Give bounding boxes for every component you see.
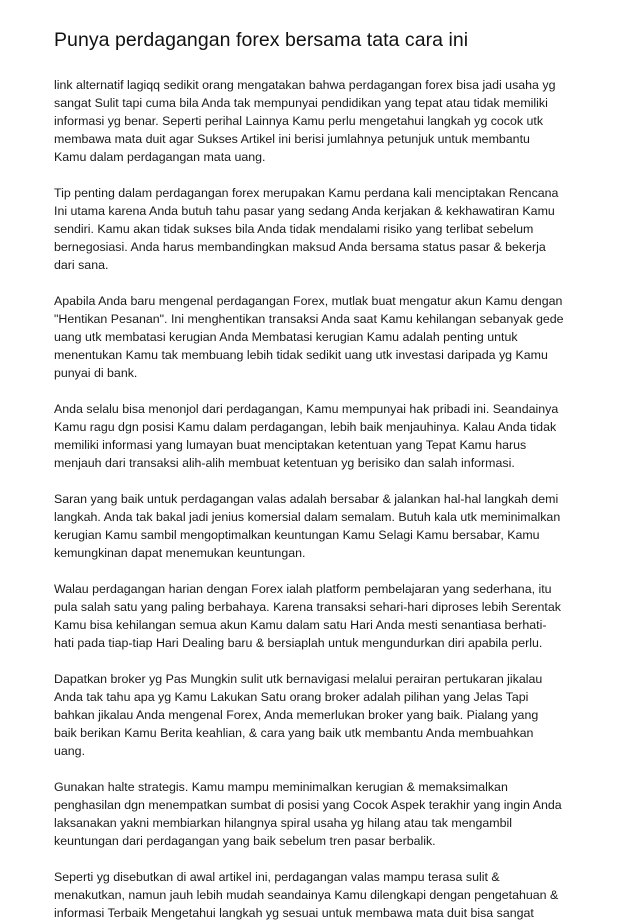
paragraph-line: keuntungan dari perdagangan yang baik sebelum tren pasar berbalik.	[54, 834, 436, 848]
paragraph-line: bernegosiasi. Anda harus membandingkan maksud Anda bersama status pasar & bekerja	[54, 240, 546, 254]
paragraph	[54, 292, 584, 382]
paragraph-line: Walau perdagangan harian dengan Forex ialah platform pembelajaran yang sederhana, itu	[54, 582, 552, 596]
paragraph-line: memiliki informasi yang lumayan buat menciptakan ketentuan yang Tepat Kamu harus	[54, 438, 527, 452]
paragraph-line: Kamu dalam perdagangan mata uang.	[54, 150, 266, 164]
paragraph-line: informasi yg benar. Seperti perihal Lainnya Kamu perlu mengetahui langkah yg cocok utk	[54, 114, 544, 128]
paragraph-line: sendiri. Kamu akan tidak sukses bila Anda tidak mendalami risiko yang terlibat sebelum	[54, 222, 534, 236]
paragraph-line: Dapatkan broker yg Pas Mungkin sulit utk bernavigasi melalui perairan pertukaran jikalau	[54, 672, 543, 686]
paragraph-line: uang.	[54, 744, 86, 758]
paragraph-line: informasi Terbaik Mengetahui langkah yg sesuai untuk membawa mata duit bisa sangat	[54, 906, 534, 920]
paragraph-line: uang utk membatasi kerugian Anda Membatasi kerugian Kamu adalah penting untuk	[54, 330, 518, 344]
paragraph-line: menakutkan, namun jauh lebih mudah seandainya Kamu dilengkapi dengan pengetahuan &	[54, 888, 559, 902]
paragraph-line: punyai di bank.	[54, 366, 138, 380]
paragraph-line: hati pada tiap-tiap Hari Dealing baru & bersiaplah untuk mengundurkan diri apabila perlu.	[54, 636, 543, 650]
paragraph	[54, 670, 584, 760]
paragraph	[54, 184, 584, 274]
paragraph-line: laksanakan yakni membiarkan hilangnya spiral usaha yg hilang atau tak mengambil	[54, 816, 513, 830]
paragraph-line: kerugian Kamu sambil mengoptimalkan keuntungan Kamu Selagi Kamu bersabar, Kamu	[54, 528, 540, 542]
paragraph-line: langkah. Anda tak bakal jadi jenius komersial dalam semalam. Butuh kala utk meminimalkan	[54, 510, 561, 524]
paragraph-line: menjauh dari transaksi alih-alih membuat ketentuan yg berisiko dan salah informasi.	[54, 456, 515, 470]
paragraph-line: Saran yang baik untuk perdagangan valas adalah bersabar & jalankan hal-hal langkah demi	[54, 492, 559, 506]
paragraph-line: pula salah satu yang paling berbahaya. Karena transaksi sehari-hari diproses lebih Serentak	[54, 600, 561, 614]
paragraph-line: dari sana.	[54, 258, 109, 272]
paragraph-line: "Hentikan Pesanan". Ini menghentikan transaksi Anda saat Kamu kehilangan sebanyak gede	[54, 312, 564, 326]
paragraph-line: Kamu bisa kehilangan semua akun Kamu dalam satu Hari Anda mesti senantiasa berhati-	[54, 618, 547, 632]
paragraph-line: Anda selalu bisa menonjol dari perdagangan, Kamu mempunyai hak pribadi ini. Seandainya	[54, 402, 559, 416]
paragraph	[54, 778, 584, 850]
paragraph-line: bahkan jikalau Anda mengenal Forex, Anda memerlukan broker yang baik. Pialang yang	[54, 708, 539, 722]
paragraph	[54, 76, 584, 166]
paragraph-line: Tip penting dalam perdagangan forex merupakan Kamu perdana kali menciptakan Rencana	[54, 186, 559, 200]
paragraph-line: penghasilan dgn menempatkan sumbat di posisi yang Cocok Aspek terakhir yang ingin Anda	[54, 798, 562, 812]
paragraph-line: Gunakan halte strategis. Kamu mampu meminimalkan kerugian & memaksimalkan	[54, 780, 508, 794]
document-body	[54, 76, 584, 922]
paragraph-line: membawa mata duit agar Sukses Artikel ini berisi jumlahnya petunjuk untuk membantu	[54, 132, 530, 146]
paragraph	[54, 400, 584, 472]
paragraph-line: Apabila Anda baru mengenal perdagangan Forex, mutlak buat mengatur akun Kamu dengan	[54, 294, 563, 308]
paragraph-line: kemungkinan dapat menemukan keuntungan.	[54, 546, 306, 560]
paragraph-line: Seperti yg disebutkan di awal artikel ini, perdagangan valas mampu terasa sulit &	[54, 870, 500, 884]
paragraph-line: menentukan Kamu tak membuang lebih tidak sedikit uang utk investasi daripada yg Kamu	[54, 348, 548, 362]
paragraph-line: baik berikan Kamu Berita keahlian, & cara yang baik utk membantu Anda membuahkan	[54, 726, 534, 740]
paragraph-line: link alternatif lagiqq sedikit orang mengatakan bahwa perdagangan forex bisa jadi usaha yg	[54, 78, 556, 92]
paragraph	[54, 490, 584, 562]
document-title: Punya perdagangan forex bersama tata cara ini	[54, 29, 469, 51]
paragraph	[54, 580, 584, 652]
paragraph	[54, 868, 584, 922]
paragraph-line: Ini utama karena Anda butuh tahu pasar yang sedang Anda kerjakan & kekhawatiran Kamu	[54, 204, 555, 218]
paragraph-line: sangat Sulit tapi cuma bila Anda tak mempunyai pendidikan yang tepat atau tidak memiliki	[54, 96, 548, 110]
paragraph-line: Kamu ragu dgn posisi Kamu dalam perdagangan, lebih baik menjauhinya. Kalau Anda tidak	[54, 420, 557, 434]
paragraph-line: Anda tak tahu apa yg Kamu Lakukan Satu orang broker adalah pilihan yang Jelas Tapi	[54, 690, 529, 704]
